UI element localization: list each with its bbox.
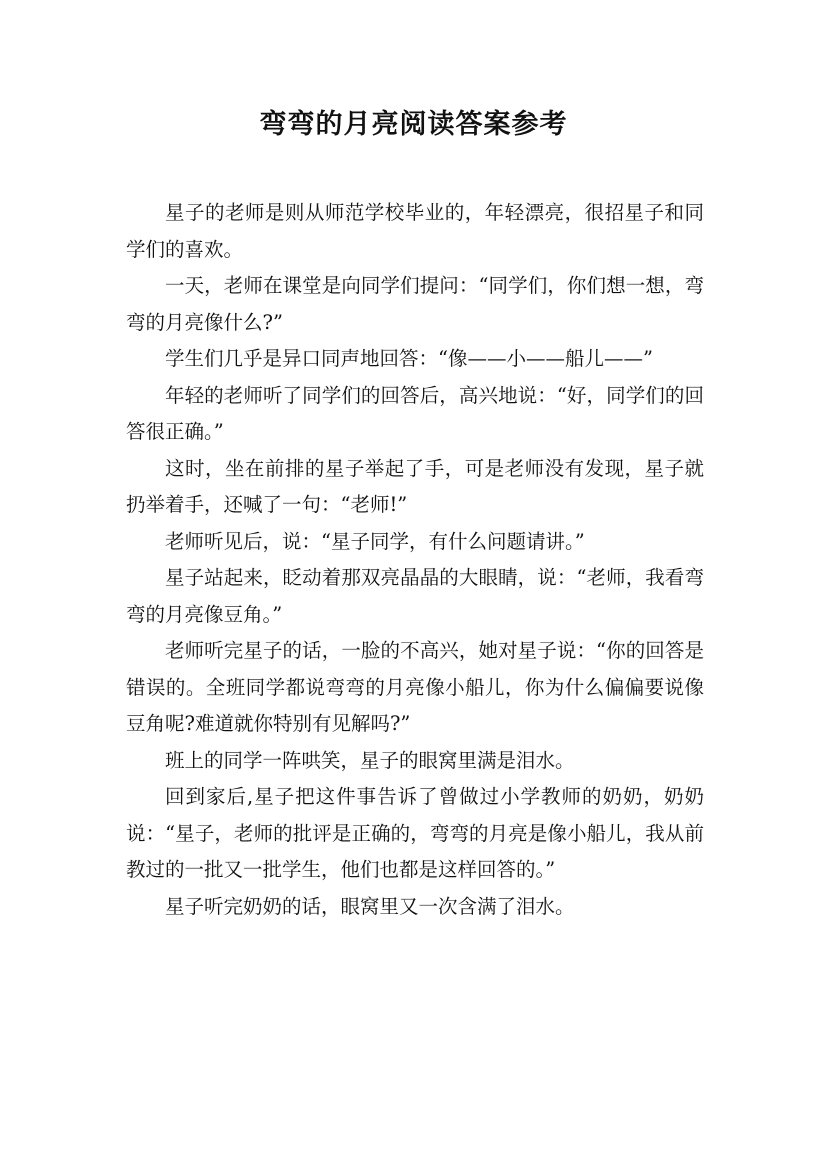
paragraph: 年轻的老师听了同学们的回答后，高兴地说：“好，同学们的回答很正确。” — [126, 383, 704, 443]
paragraph: 一天，老师在课堂是向同学们提问：“同学们，你们想一想，弯弯的月亮像什么?” — [126, 274, 704, 334]
paragraph: 学生们几乎是异口同声地回答：“像——小——船儿——” — [165, 347, 653, 370]
document-body — [126, 195, 704, 925]
paragraph: 班上的同学一阵哄笑，星子的眼窝里满是泪水。 — [165, 748, 575, 772]
paragraph: 老师听见后，说：“星子同学，有什么问题请讲。” — [165, 529, 585, 553]
document-title: 弯弯的月亮阅读答案参考 — [259, 109, 568, 140]
paragraph: 星子站起来，眨动着那双亮晶晶的大眼睛，说：“老师，我看弯弯的月亮像豆角。” — [126, 566, 704, 626]
paragraph: 星子的老师是则从师范学校毕业的，年轻漂亮，很招星子和同学们的喜欢。 — [126, 201, 704, 261]
paragraph: 这时，坐在前排的星子举起了手，可是老师没有发现，星子就扔举着手，还喊了一句：“老师!” — [126, 456, 704, 516]
paragraph: 老师听完星子的话，一脸的不高兴，她对星子说：“你的回答是错误的。全班同学都说弯弯的月亮像小船儿，你为什么偏偏要说像豆角呢?难道就你特别有见解吗?” — [126, 639, 704, 735]
paragraph: 回到家后,星子把这件事告诉了曾做过小学教师的奶奶，奶奶说：“星子，老师的批评是正确的，弯弯的月亮是像小船儿，我从前教过的一批又一批学生，他们也都是这样回答的。” — [126, 785, 704, 881]
paragraph: 星子听完奶奶的话，眼窝里又一次含满了泪水。 — [165, 894, 575, 918]
